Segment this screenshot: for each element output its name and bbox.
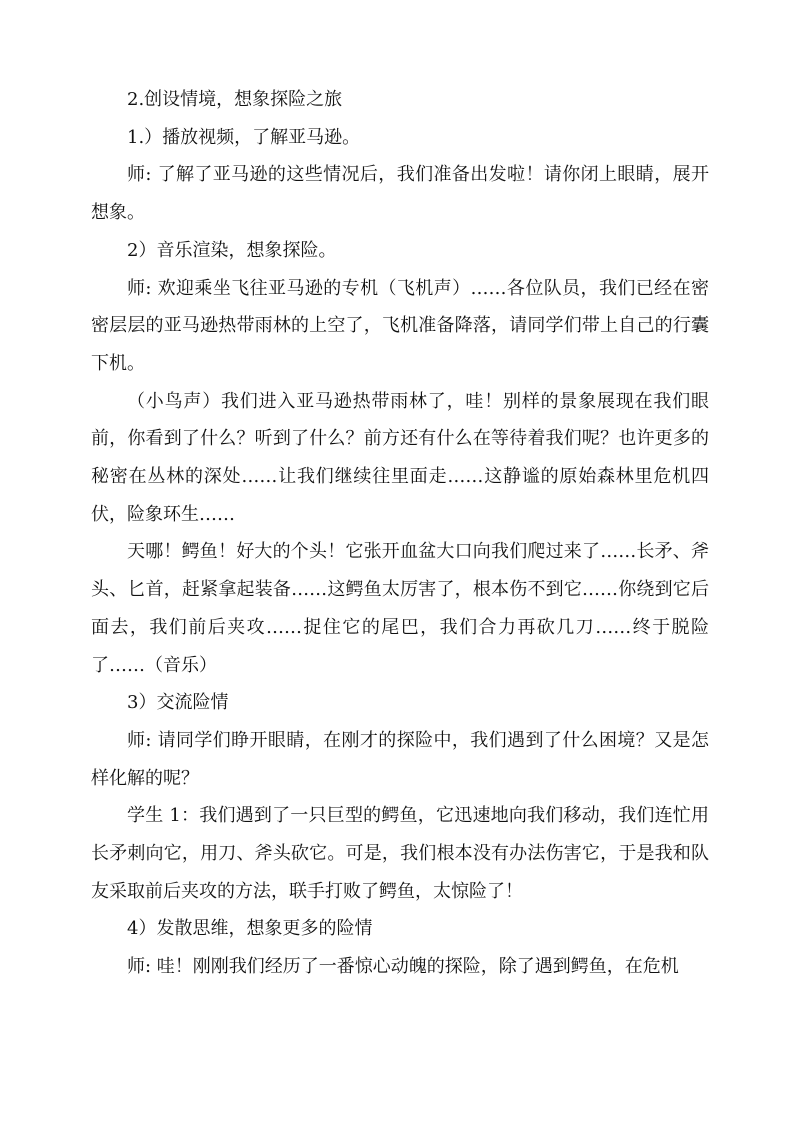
step-heading: 2）音乐渲染，想象探险。 [127,239,337,261]
step-heading: 3）交流险情 [127,692,229,714]
paragraph: 师: 哇！刚刚我们经历了一番惊心动魄的探险，除了遇到鳄鱼，在危机 [127,956,679,978]
step-heading: 4）发散思维，想象更多的险情 [127,918,373,940]
paragraph: 师: 欢迎乘坐飞往亚马逊的专机（飞机声）……各位队员，我们已经在密密层层的亚马逊热带雨林的上空了，飞机准备降落，请同学们带上自己的行囊下机。 [91,277,709,374]
paragraph: 师: 了解了亚马逊的这些情况后，我们准备出发啦！请你闭上眼睛，展开想象。 [91,164,709,224]
document-body [91,81,709,986]
paragraph: 师: 请同学们睁开眼睛，在刚才的探险中，我们遇到了什么困境？又是怎样化解的呢？ [91,729,709,789]
step-heading: 1.）播放视频，了解亚马逊。 [127,126,361,148]
paragraph: （小鸟声）我们进入亚马逊热带雨林了，哇！别样的景象展现在我们眼前，你看到了什么？听到了什么？前方还有什么在等待着我们呢？也许更多的秘密在丛林的深处……让我们继续往里面走……这静谧的原始森林里危机四伏，险象环生…… [91,390,709,525]
paragraph: 学生 1：我们遇到了一只巨型的鳄鱼，它迅速地向我们移动，我们连忙用长矛刺向它，用刀、斧头砍它。可是，我们根本没有办法伤害它，于是我和队友采取前后夹攻的方法，联手打败了鳄鱼，太惊险了！ [91,805,709,902]
paragraph: 天哪！鳄鱼！好大的个头！它张开血盆大口向我们爬过来了……长矛、斧头、匕首，赶紧拿起装备……这鳄鱼太厉害了，根本伤不到它……你绕到它后面去，我们前后夹攻……捉住它的尾巴，我们合力再砍几刀……终于脱险了……（音乐） [91,541,709,676]
section-heading: 2.创设情境，想象探险之旅 [127,89,343,110]
